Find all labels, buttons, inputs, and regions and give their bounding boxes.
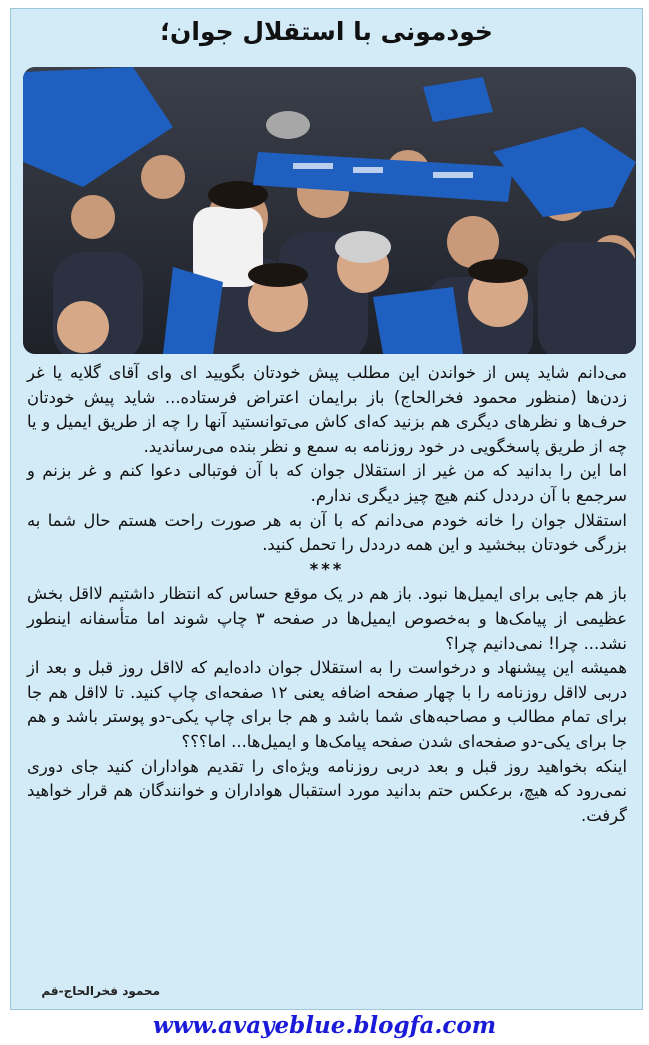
article-photo [23,67,636,354]
author-signature: محمود فخرالحاج-قم [41,984,160,998]
paragraph: استقلال جوان را خانه خودم می‌دانم که با آن به هر صورت راحت هستم حال شما به بزرگی خودتان ببخشید و این همه درددل را تحمل کنید. [27,510,627,555]
paragraph: باز هم جایی برای ایمیل‌ها نبود. باز هم در یک موقع حساس که انتظار داشتیم لااقل بخش عظیمی از پیامک‌ها و به‌خصوص ایمیل‌ها در صفحه ۳ چاپ شوند اما متأسفانه اینطور نشد... چرا! نمی‌دانیم چرا؟ [27,584,627,653]
paragraph: اینکه بخواهید روز قبل و بعد دربی روزنامه ویژه‌ای را تقدیم هواداران کنید جای دوری نمی‌رود که هیچ، برعکس حتم بدانید مورد استقبال هواداران و خوانندگان هم قرار خواهید گرفت. [27,756,627,825]
article-title: خودمونی با استقلال جوان؛ [160,17,493,46]
article-panel [10,8,643,1010]
paragraph: می‌دانم شاید پس از خواندن این مطلب پیش خودتان بگویید ای وای آقای گلایه یا غر زدن‌ها (منظور محمود فخرالحاج) باز برایمان اعتراض فرستاده... شاید پیش خودتان حرف‌ها و نظرهای دیگری هم بزنید که‌ای کاش می‌توانستید آنها را چه از طریق ایمیل و یا چه از طریق پاسخگویی در خود روزنامه به سمع و نظر بنده می‌رساندید. [27,363,627,456]
article-body [27,361,627,828]
blog-url-link[interactable]: www.avayeblue.blogfa.com [152,1012,497,1039]
paragraph: اما این را بدانید که من غیر از استقلال جوان که با آن فوتبالی دعوا کنم و غر بزنم و سرجمع با آن درددل کنم هیچ چیز دیگری ندارم. [27,461,627,505]
paragraph: همیشه این پیشنهاد و درخواست را به استقلال جوان داده‌ایم که لااقل روز قبل و بعد از دربی لااقل روزنامه را با چهار صفحه اضافه یعنی ۱۲ صفحه‌ای چاپ کنید. تا لااقل هم جا برای تمام مطالب و مصاحبه‌های شما باشد و هم جا برای چاپ یکی-دو پوستر باشد و هم جا برای یکی-دو صفحه‌ای شدن صفحه پیامک‌ها و ایمیل‌ها... اما؟؟؟ [27,658,627,751]
section-separator: *** [309,559,345,579]
